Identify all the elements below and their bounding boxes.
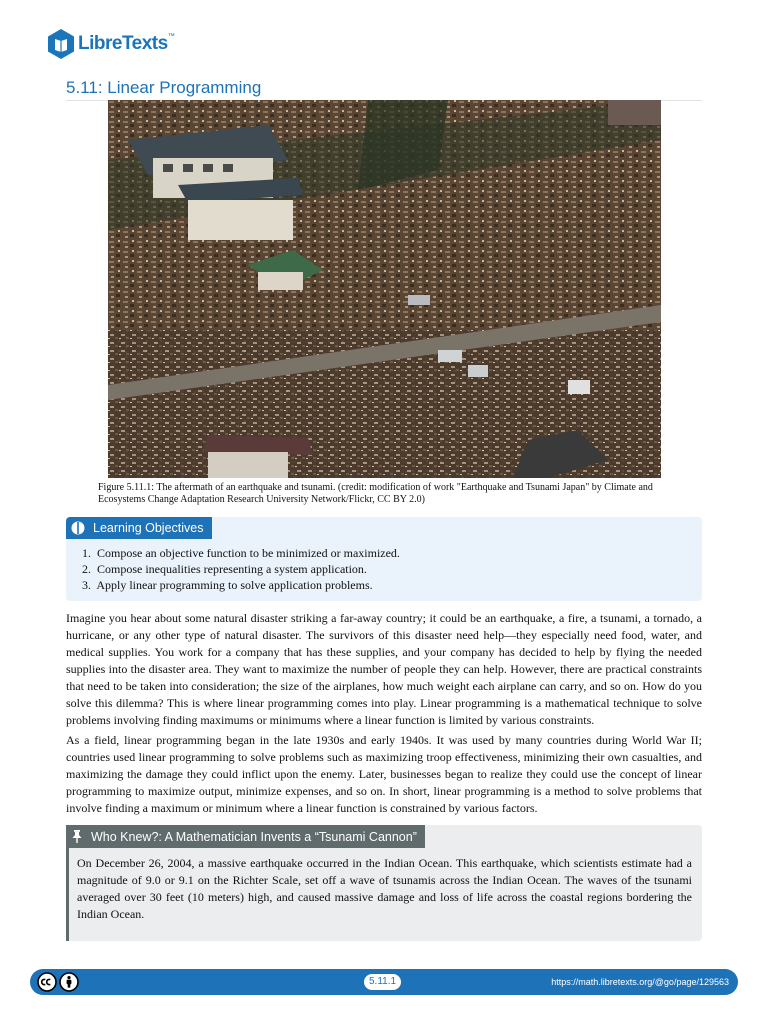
who-knew-text: On December 26, 2004, a massive earthquake occurred in the Indian Ocean. This earthquake, which scientists estimate had a magnitude of 9.0 or 9.1 on the Richter Scale, set off a wave of tsunamis across the Indian Ocean. The waves of the tsunami averaged over 30 feet (10 meters) high, and caused massive damage and loss of life across the coastal regions bordering the Indian Ocean.: [77, 856, 692, 921]
page-url-link[interactable]: https://math.libretexts.org/@go/page/129563: [551, 977, 729, 987]
learning-objectives-title: Learning Objectives: [93, 521, 204, 535]
learning-objectives-header: [66, 517, 212, 539]
learning-objectives-box: [66, 517, 702, 601]
libretexts-logo[interactable]: [46, 27, 174, 61]
who-knew-box: [66, 825, 702, 941]
figure-photo: [108, 100, 661, 478]
page-title: 5.11: Linear Programming: [66, 78, 262, 97]
logo-text: LibreTexts: [78, 33, 168, 54]
objective-item: 1. Compose an objective function to be minimized or maximized.: [82, 546, 400, 560]
body-paragraph-history: As a field, linear programming began in the late 1930s and early 1940s. It was used by many countries during World War II; countries used linear programming to solve problems such as maximizing troop effectiveness, minimizing their own casualties, and maximizing the damage they could inflict upon the enemy. Later, businesses began to realize they could use the concept of linear programming to maximize output, minimize expenses, and so on. In short, linear programming is a method to solve problems that involve finding a maximum or minimum where a linear function is constrained by various factors.: [66, 733, 702, 815]
bulb-icon: [71, 521, 85, 535]
by-attribution-icon: [59, 972, 79, 992]
cc-icon: [37, 972, 57, 992]
learning-objectives-list: [82, 545, 400, 593]
license-badge[interactable]: [37, 972, 79, 992]
figure-caption: Figure 5.11.1: The aftermath of an earthquake and tsunami. (credit: modification of work "Earthquake and Tsunami Japan" by Climate and Ecosystems Change Adaptation Research University Network/Flickr, CC BY 2.0): [98, 482, 653, 505]
earthquake-aftermath-image: [108, 100, 661, 478]
objective-item: 3. Apply linear programming to solve application problems.: [82, 578, 373, 592]
body-paragraph-intro: Imagine you hear about some natural disaster striking a far-away country; it could be an earthquake, a fire, a tsunami, a tornado, a hurricane, or any other type of natural disaster. The survivors of this disaster need help—they especially need food, water, and medical supplies. You work for a company that has these supplies, and your company has decided to help by flying the needed supplies into the disaster area. They want to maximize the number of people they can help. However, there are practical constraints that need to be taken into consideration; the size of the airplanes, how much weight each airplane can carry, and so on. How do you solve this dilemma? This is where linear programming comes into play. Linear programming is a mathematical technique to solve problems involving finding maximums or minimums where a linear function is limited by various constraints.: [66, 611, 702, 727]
libretexts-hexagon-icon: [46, 28, 76, 60]
who-knew-title: Who Knew?: A Mathematician Invents a “Tsunami Cannon”: [91, 829, 417, 844]
who-knew-header: [66, 825, 425, 848]
page-footer: [30, 969, 738, 995]
page-number: 5.11.1: [364, 974, 401, 990]
pin-icon: [71, 830, 83, 843]
objective-item: 2. Compose inequalities representing a system application.: [82, 562, 367, 576]
logo-trademark: ™: [167, 33, 175, 40]
